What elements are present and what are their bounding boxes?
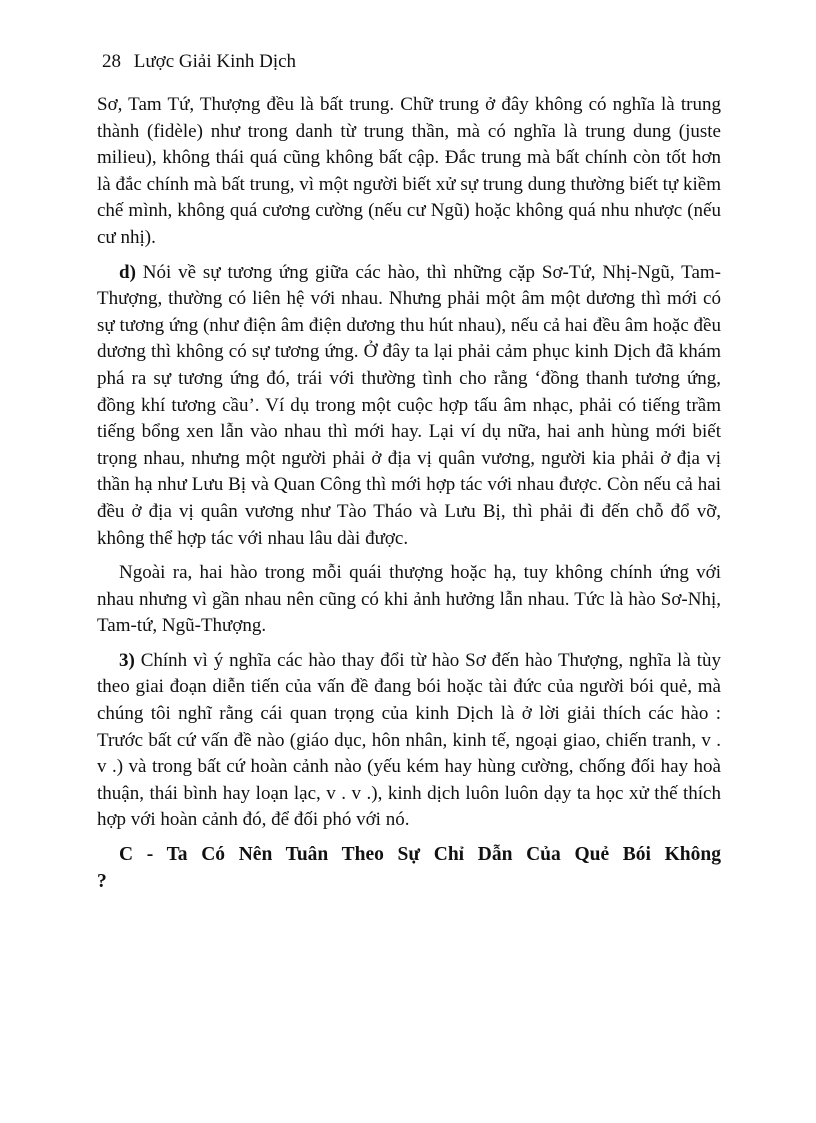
paragraph-text: Ngoài ra, hai hào trong mỗi quái thượng hoặc hạ, tuy không chính ứng với nhau nhưng vì gần nhau nên cũng có khi ảnh hưởng lẫn nhau. Tức là hào Sơ-Nhị, Tam-tứ, Ngũ-Thượng. [97,562,721,637]
paragraph-text: Chính vì ý nghĩa các hào thay đổi từ hào Sơ đến hào Thượng, nghĩa là tùy theo giai đoạn diễn tiến của vấn đề đang bói hoặc tài đức của người bói quẻ, mà chúng tôi nghĩ rằng cái quan trọng của kinh Dịch là ở lời giải thích các hào : Trước bất cứ vấn đề nào (giáo dục, hôn nhân, kinh tế, ngoại giao, chiến tranh, v . v .) và trong bất cứ hoàn cảnh nào (yếu kém hay hùng cường, chống đối hay hoà thuận, thái bình hay loạn lạc, v . v .), kinh dịch luôn luôn dạy ta học xử thế thích hợp với hoàn cảnh đó, để đối phó với nó. [97,649,721,831]
running-title: Lược Giải Kinh Dịch [133,51,297,72]
section-heading-c: C - Ta Có Nên Tuân Theo Sự Chỉ Dẫn Của Quẻ Bói Không [119,844,721,866]
section-heading-c-tail: ? [97,870,107,892]
paragraph-d [97,260,721,553]
paragraph-3 [97,648,721,834]
body-text [97,92,721,895]
paragraph-text: Sơ, Tam Tứ, Thượng đều là bất trung. Chữ trung ở đây không có nghĩa là trung thành (fidèle) như trong danh từ trung thần, mà có nghĩa là trung dung (juste milieu), không thái quá cũng không bất cập. Đắc trung mà bất chính còn tốt hơn là đắc chính mà bất trung, vì một người biết xử sự trung dung thường biết tự kiềm chế mình, không quá cương cường (nếu cư Ngũ) hoặc không quá nhu nhược (nếu cư nhị). [97,94,721,248]
paragraph-ngoai-ra [97,560,721,640]
running-header [102,50,296,74]
paragraph-continuation [97,92,721,252]
paragraph-lead-3: 3) [119,649,135,671]
paragraph-text: Nói về sự tương ứng giữa các hào, thì những cặp Sơ-Tứ, Nhị-Ngũ, Tam-Thượng, thường có liên hệ với nhau. Nhưng phải một âm một dương thì mới có sự tương ứng (như điện âm điện dương thu hút nhau), nếu cả hai đều âm hoặc đều dương thì không có sự tương ứng. Ở đây ta lại phải cảm phục kinh Dịch đã khám phá ra sự tương ứng đó, trái với thường tình cho rằng ‘đồng thanh tương ứng, đồng khí tương cầu’. Ví dụ trong một cuộc hợp tấu âm nhạc, phải có tiếng trầm tiếng bổng xen lẫn vào nhau thì mới hay. Lại ví dụ nữa, hai anh hùng mới biết trọng nhau, nhưng một người phải ở địa vị quân vương, người kia phải ở địa vị thần hạ như Lưu Bị và Quan Công thì mới hợp tác với nhau được. Còn nếu cả hai đều ở địa vị quân vương như Tào Tháo và Lưu Bị, thì phải đi đến chỗ đổ vỡ, không thể hợp tác với nhau lâu dài được. [97,261,721,549]
page-number: 28 [102,51,121,72]
paragraph-lead-d: d) [119,261,136,283]
